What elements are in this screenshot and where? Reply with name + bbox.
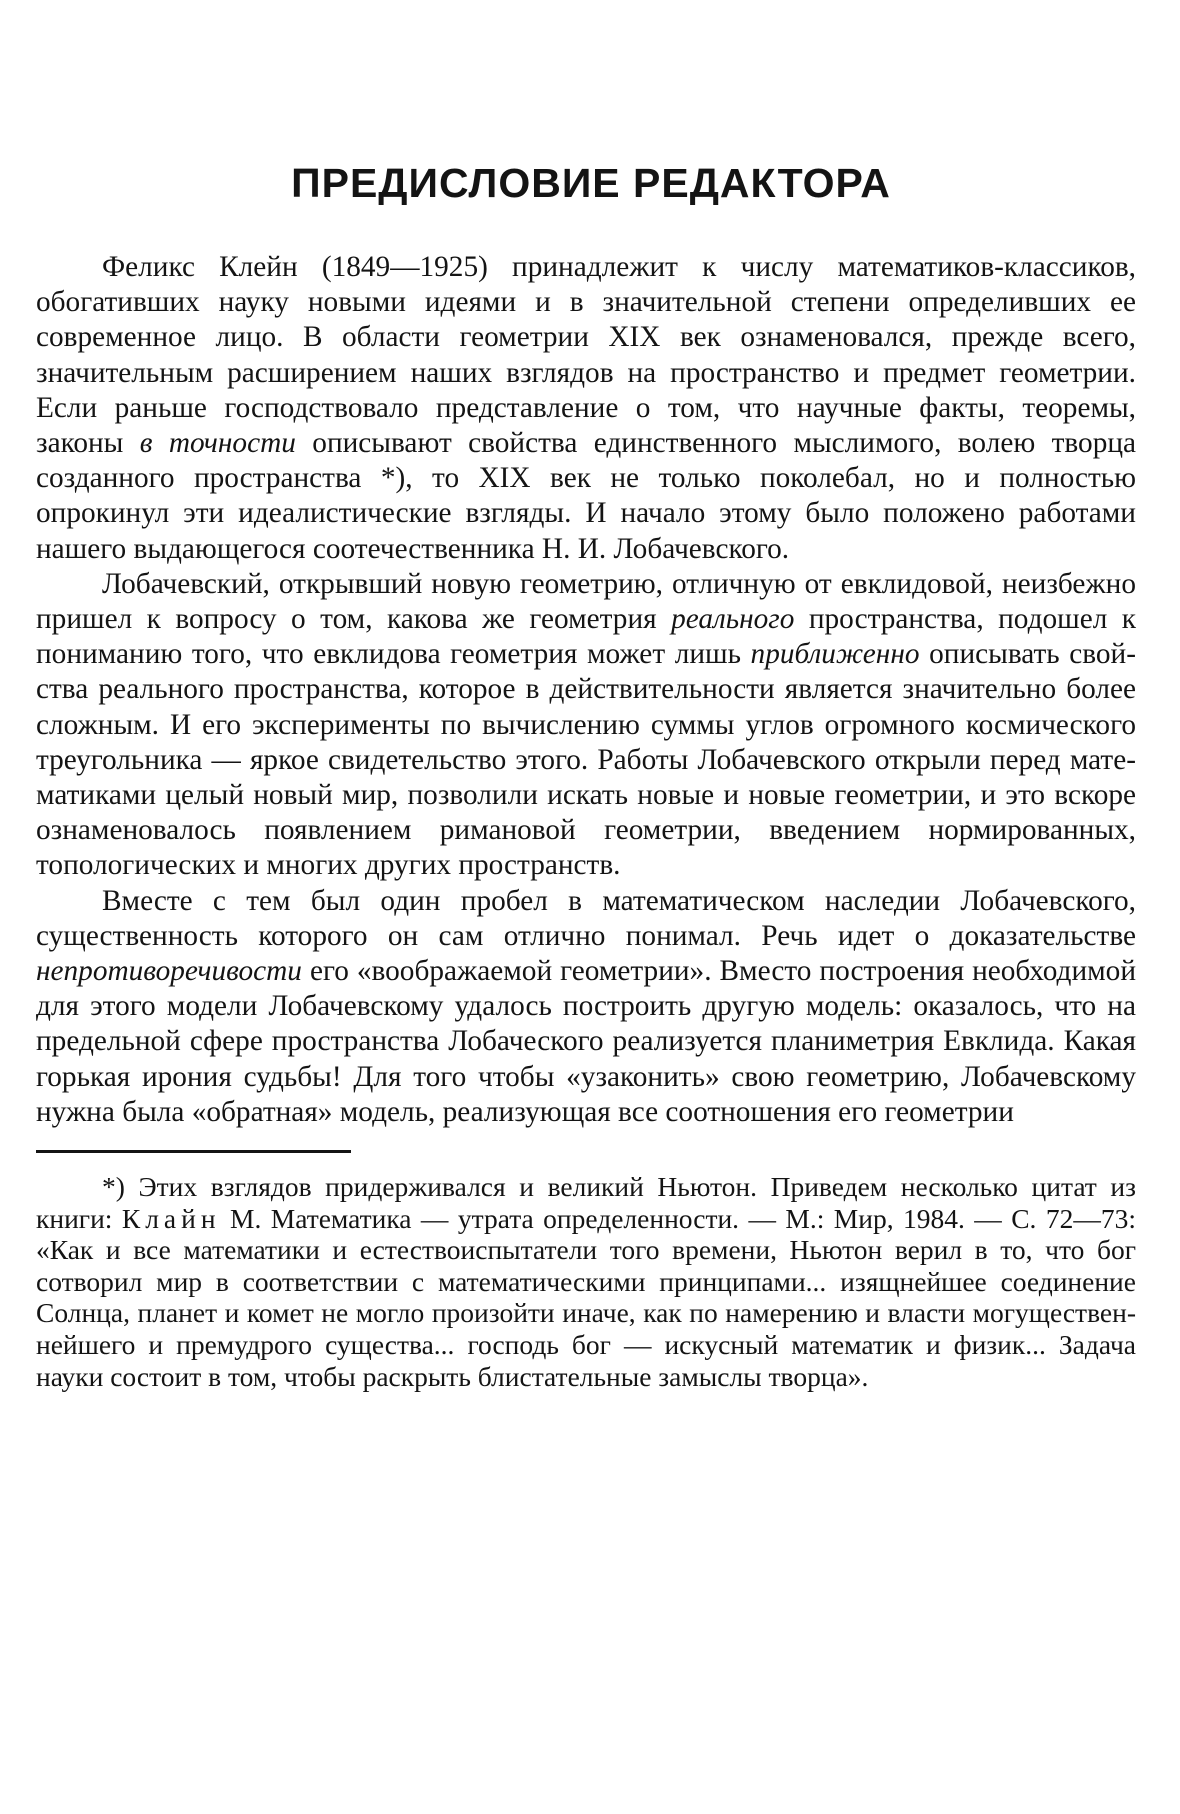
footnote-divider <box>36 1150 351 1153</box>
footnote-text-b: М. Математика — утрата определенности. — М.: Мир, 1984. — С. 72—73: «Как и все математики и естествоиспытатели того времени, Ньютон верил в то, что бог сотворил мир в соответствии с математическими принципами... изящнейшее соединение Солнца, планет и комет не могло произойти иначе, как по намерению и власти могущественнейшего и премудрого существа... господь бог — искусный математик и физик... Задача науки состоит в том, чтобы раскрыть блистательные замыслы творца». <box>36 1202 1136 1392</box>
paragraph-3-text-a: Вместе с тем был один пробел в математическом наследии Лобачевского, существенность которого он сам отлично понимал. Речь идет о доказательстве <box>36 884 1136 952</box>
paragraph-1-text-a: Феликс Клейн (1849—1925) принадлежит к числу математиков-классиков, обогативших науку новыми идеями и в значительной степени определивших ее современное лицо. В области геометрии XIX век ознаменовался, прежде всего, значительным расширением наших взглядов на пространство и предмет геометрии. Если раньше господствовало представление о том, что научные факты, теоремы, законы <box>36 251 1136 460</box>
paragraph-2-text-c: описывать свойства реального пространства, которое в действительности является значительно более сложным. И его эксперименты по вычислению суммы углов огромного космического треугольника — яркое свидетельство этого. Работы Лобачевского открыли перед математиками целый новый мир, позволили искать новые и новые геометрии, и это вскоре ознаменовалось появлением римановой геометрии, введением нормированных, топологических и многих других пространств. <box>36 638 1137 882</box>
paragraph-2 <box>36 567 1136 884</box>
paragraph-1 <box>36 250 1136 567</box>
paragraph-2-text-a: Лобачевский, открывший новую геометрию, отличную от евклидовой, неизбежно пришел к вопросу о том, какова же геометрия <box>36 567 1136 636</box>
page <box>36 0 1136 1392</box>
footnote-author: Клайн <box>121 1202 221 1234</box>
paragraph-1-text-b: описывают свойства единственного мыслимого, волею творца созданного пространства *), то XIX век не только поколебал, но и полностью опрокинул эти идеалистические взгляды. И начало этому было положено работами нашего выдающегося соотечественника Н. И. Лобачевского. <box>36 427 1137 565</box>
paragraph-2-emphasis-2: приближенно <box>750 638 920 671</box>
main-text <box>36 250 1136 1130</box>
paragraph-1-emphasis: в точности <box>139 427 296 460</box>
paragraph-3-text-b: его «воображаемой геометрии». Вместо построения необходимой для этого модели Лобачевскому удалось построить другую модель: оказалось, что на предельной сфере пространства Лобаческого реализуется планиметрия Евклида. Какая горькая ирония судьбы! Для того чтобы «узаконить» свою геометрию, Лобачевскому нужна была «обратная» модель, реализующая все соотношения его геометрии <box>36 955 1137 1128</box>
page-title: ПРЕДИСЛОВИЕ РЕДАКТОРА <box>291 160 891 206</box>
paragraph-2-emphasis-1: реального <box>671 603 795 636</box>
paragraph-3-emphasis: непротиворечивости <box>36 955 302 988</box>
footnote <box>36 1171 1136 1392</box>
paragraph-3 <box>36 884 1136 1130</box>
paragraph-2-text-b: пространства, подошел к пониманию того, что евклидова геометрия может лишь <box>36 603 1137 671</box>
footnote-text-a: *) Этих взглядов придерживался и великий Ньютон. Приведем несколько цитат из книги: <box>36 1171 1136 1234</box>
